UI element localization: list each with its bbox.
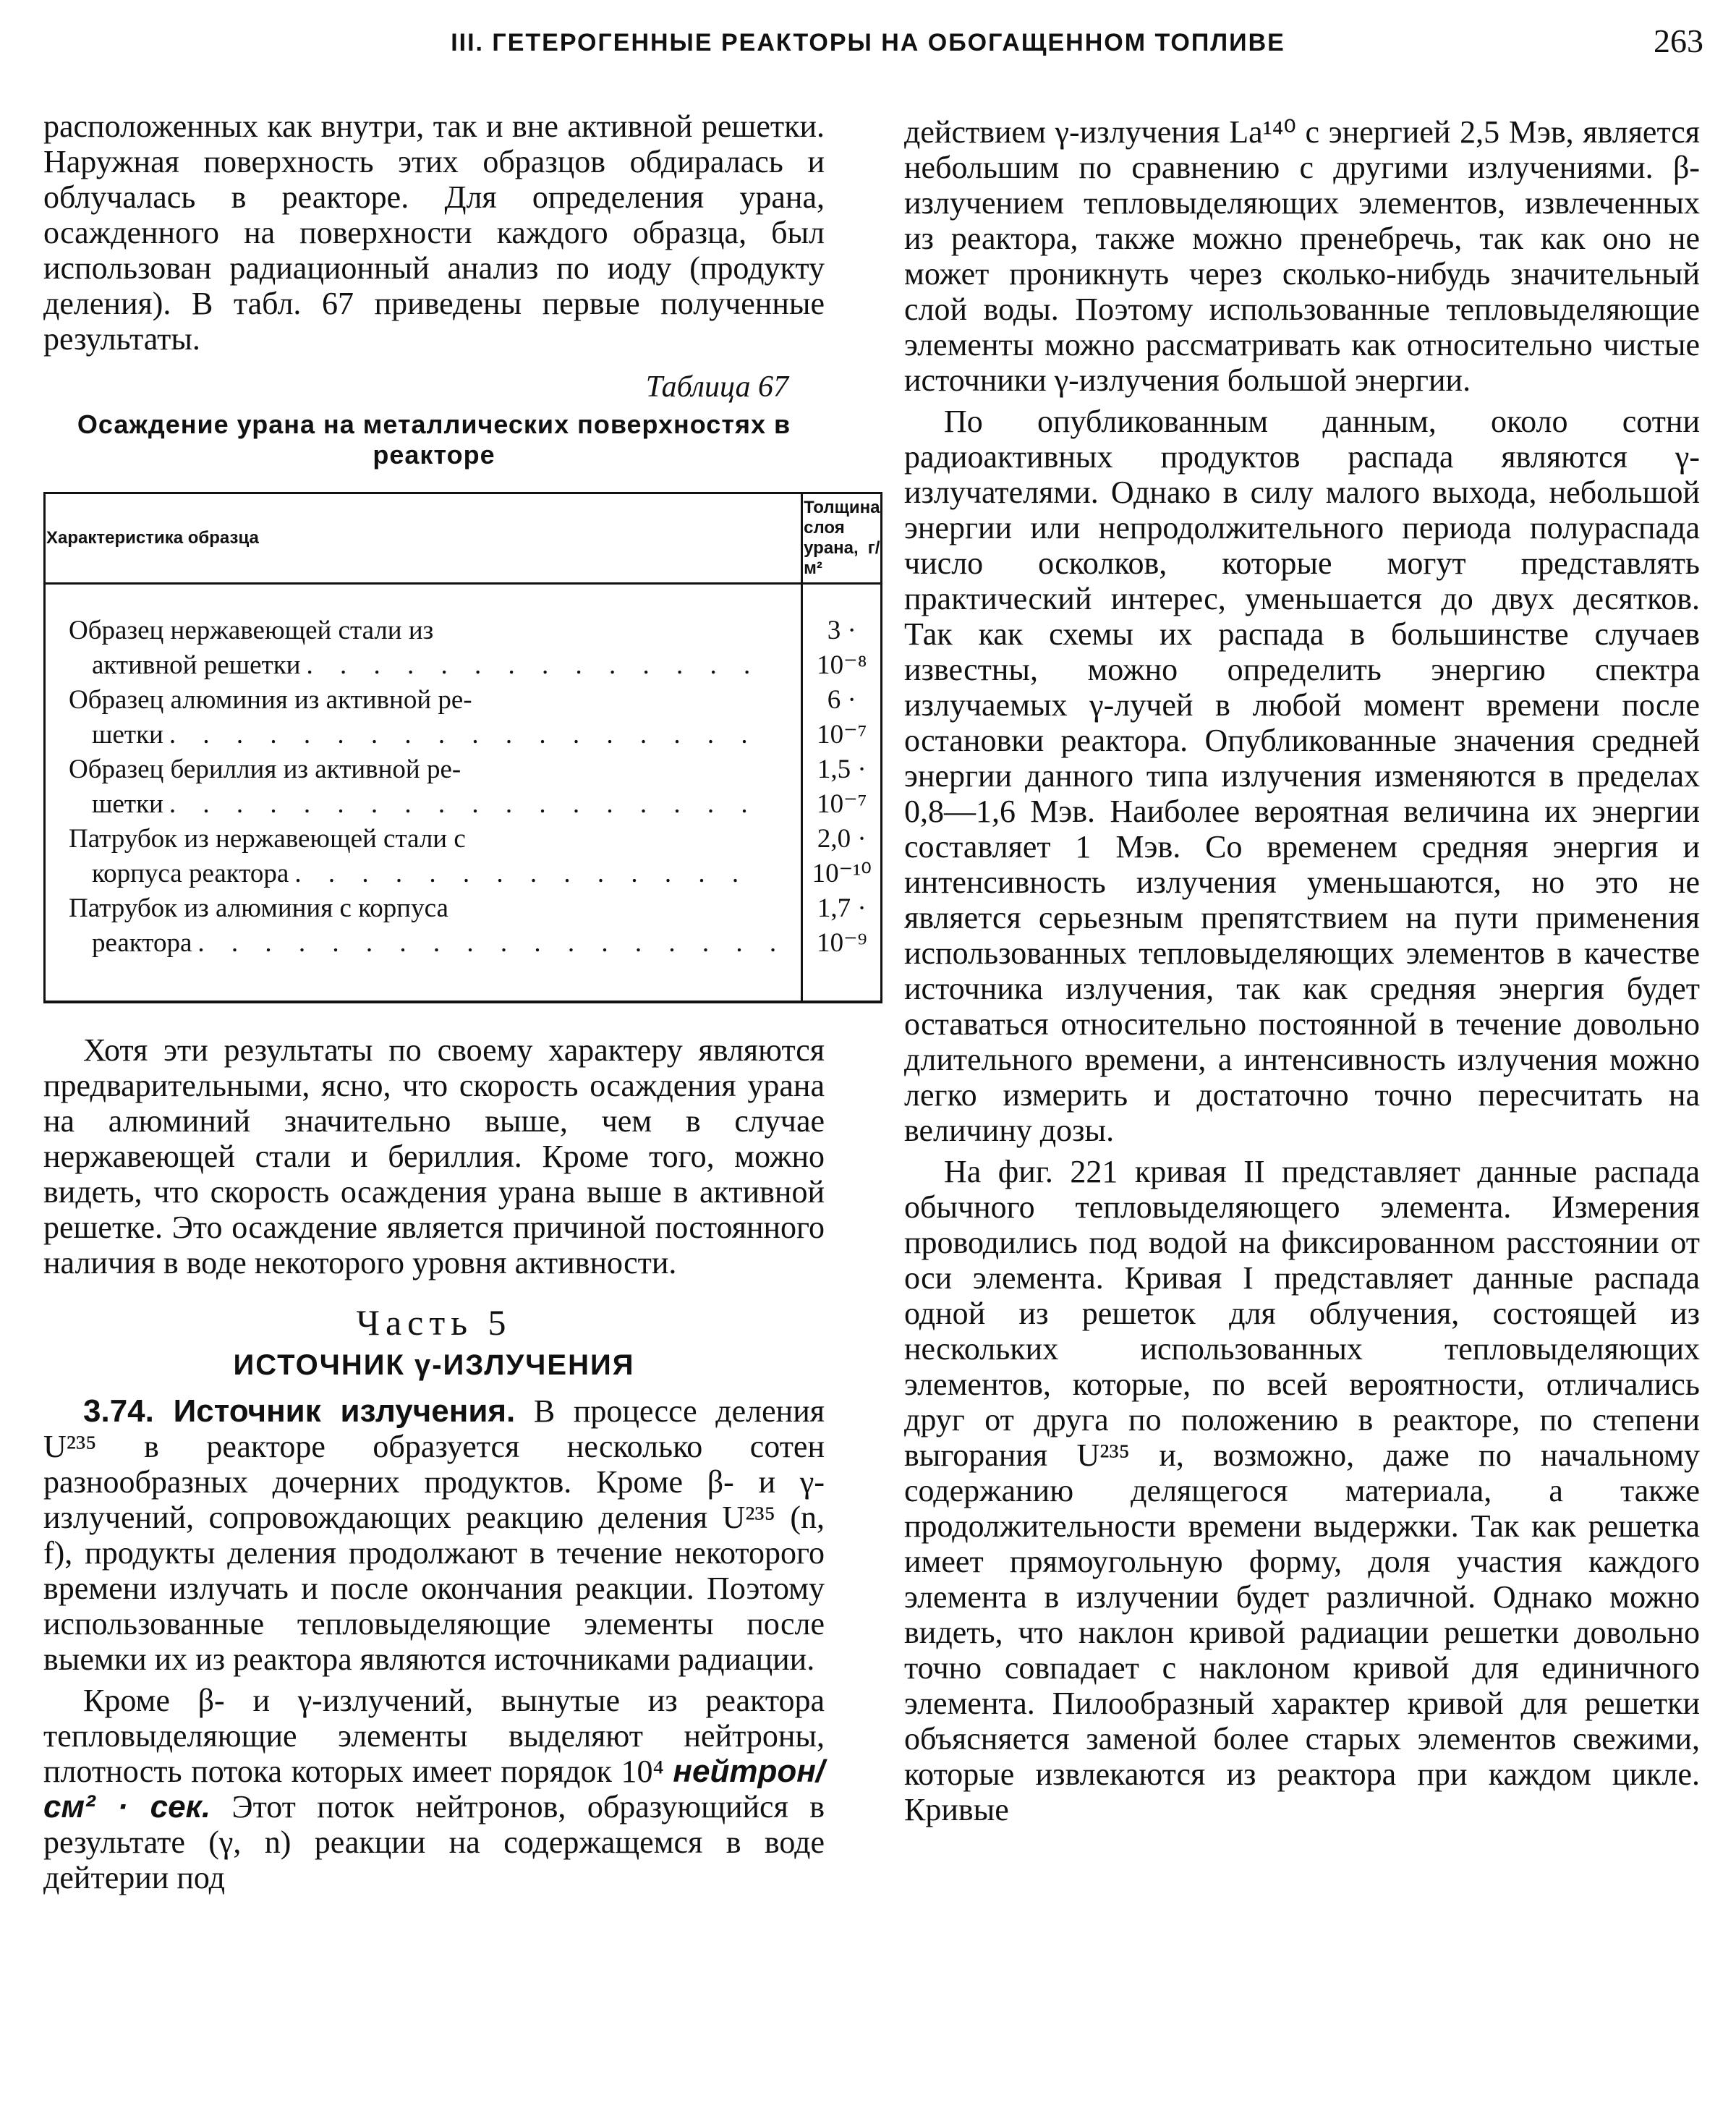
table-cell-sample: Образец нержавеющей стали из (69, 616, 434, 645)
table-cell-sample: реактора (92, 928, 192, 958)
table-cell-thickness: 1,5 · 10⁻⁷ (802, 752, 882, 822)
table-cell-thickness: 2,0 · 10⁻¹⁰ (802, 822, 882, 891)
table-cell-thickness: 3 · 10⁻⁸ (802, 584, 882, 684)
table-cell-sample: Образец бериллия из активной ре- (69, 755, 461, 784)
section-title: ИСТОЧНИК γ-ИЗЛУЧЕНИЯ (233, 1349, 635, 1381)
uranium-deposition-table (43, 492, 882, 1003)
table-cell-sample: активной решетки (92, 650, 301, 680)
right-column (904, 114, 1700, 1827)
table-cell-thickness: 6 · 10⁻⁷ (802, 683, 882, 752)
running-title: III. ГЕТЕРОГЕННЫЕ РЕАКТОРЫ НА ОБОГАЩЕННОМ ТОПЛИВЕ (451, 29, 1285, 56)
table-cell-sample: Патрубок из нержавеющей стали с (69, 824, 466, 854)
page-header (0, 22, 1736, 72)
paragraph: Кроме β- и γ-излучений, вынутые из реактора тепловыделяющие элементы выделяют нейтроны, плотность потока которых имеет порядок 10⁴ нейтрон/см² · сек. Этот поток нейтронов, образующийся в результате (γ, n) реакции на содержащемся в воде дейтерии под (43, 1683, 825, 1895)
table-cell-thickness: 1,7 · 10⁻⁹ (802, 891, 882, 1002)
table-number: Таблица 67 (645, 370, 788, 404)
table-row: Патрубок из алюминия с корпуса реактора . . . . . . . . . . . . . . . . . . 1,7 · 10⁻⁹ (45, 891, 882, 1002)
table-row: Патрубок из нержавеющей стали с корпуса реактора . . . . . . . . . . . . . . 2,0 · 10⁻¹⁰ (45, 822, 882, 891)
table-cell-sample: Образец алюминия из активной ре- (69, 685, 472, 715)
table-cell-sample: шетки (92, 720, 163, 749)
table-header-sample: Характеристика образца (45, 493, 802, 584)
paragraph: По опубликованным данным, около сотни радиоактивных продуктов распада являются γ-излучателями. Однако в силу малого выхода, небольшой энергии или непродолжительного периода полураспада число осколков, которые могут представлять практический интерес, уменьшается до двух десятков. Так как схемы их распада в большинстве случаев известны, можно определить энергию спектра излучаемых γ-лучей в любой момент времени после остановки реактора. Опубликованные значения средней энергии данного типа излучения изменяются в пределах 0,8—1,6 Мэв. Наиболее вероятная величина их энергии составляет 1 Мэв. Со временем средняя энергия и интенсивность излучения уменьшаются, но это не является серьезным препятствием на пути применения использованных тепловыделяющих элементов в качестве источника излучения, так как средняя энергия будет оставаться относительно постоянной в течение довольно длительного времени, а интенсивность излучения можно легко измерить и достаточно точно пересчитать на величину дозы. (904, 404, 1700, 1148)
part-title: Часть 5 (356, 1302, 512, 1343)
paragraph: Хотя эти результаты по своему характеру являются предварительными, ясно, что скорость осаждения урана на алюминий значительно выше, чем в случае нержавеющей стали и бериллия. Кроме того, можно видеть, что скорость осаждения урана выше в активной решетке. Это осаждение является причиной постоянного наличия в воде некоторого уровня активности. (43, 1032, 825, 1280)
table-cell-sample: корпуса реактора (92, 859, 289, 888)
table-cell-sample: Патрубок из алюминия с корпуса (69, 893, 448, 923)
page-number: 263 (1654, 22, 1703, 59)
left-column (43, 109, 880, 1895)
paragraph: 3.74. Источник излучения. В процессе деления U²³⁵ в реакторе образуется несколько сотен разнообразных дочерних продуктов. Кроме β- и γ-излучений, сопровождающих реакцию деления U²³⁵ (n, f), продукты деления продолжают в течение некоторого времени излучать и после окончания реакции. Поэтому использованные тепловыделяющие элементы после выемки их из реактора являются источниками радиации. (43, 1393, 825, 1677)
subsection-heading: 3.74. Источник излучения. (83, 1393, 516, 1429)
table-row: Образец бериллия из активной ре- шетки . . . . . . . . . . . . . . . . . . 1,5 · 10⁻⁷ (45, 752, 882, 822)
table-row: Образец алюминия из активной ре- шетки . . . . . . . . . . . . . . . . . . 6 · 10⁻⁷ (45, 683, 882, 752)
table-title: Осаждение урана на металлических поверхностях в реакторе (77, 409, 791, 470)
paragraph: расположенных как внутри, так и вне активной решетки. Наружная поверхность этих образцов обдиралась и облучалась в реакторе. Для определения урана, осажденного на поверхности каждого образца, был использован радиационный анализ по иоду (продукту деления). В табл. 67 приведены первые полученные результаты. (43, 109, 825, 357)
paragraph: На фиг. 221 кривая II представляет данные распада обычного тепловыделяющего элемента. Измерения проводились под водой на фиксированном расстоянии от оси элемента. Кривая I представляет данные распада одной из решеток для облучения, состоящей из нескольких использованных тепловыделяющих элементов, которые, по всей вероятности, отличались друг от друга по положению в реакторе, по степени выгорания U²³⁵ и, возможно, даже по начальному содержанию делящегося материала, а также продолжительности времени выдержки. Так как решетка имеет прямоугольную форму, доля участия каждого элемента в излучении будет различной. Однако можно видеть, что наклон кривой радиации решетки довольно точно совпадает с наклоном кривой для единичного элемента. Пилообразный характер кривой для решетки объясняется заменой более старых элементов свежими, которые извлекаются из реактора при каждом цикле. Кривые (904, 1154, 1700, 1827)
table-header-thickness: Толщина слоя урана, г/м² (802, 493, 882, 584)
table-row: Образец нержавеющей стали из активной решетки . . . . . . . . . . . . . . 3 · 10⁻⁸ (45, 584, 882, 684)
paragraph: действием γ-излучения La¹⁴⁰ с энергией 2,5 Мэв, является небольшим по сравнению с другими излучениями. β-излучением тепловыделяющих элементов, извлеченных из реактора, также можно пренебречь, так как оно не может проникнуть через сколько-нибудь значительный слой воды. Поэтому использованные тепловыделяющие элементы можно рассматривать как относительно чистые источники γ-излучения большой энергии. (904, 114, 1700, 398)
table-cell-sample: шетки (92, 789, 163, 819)
